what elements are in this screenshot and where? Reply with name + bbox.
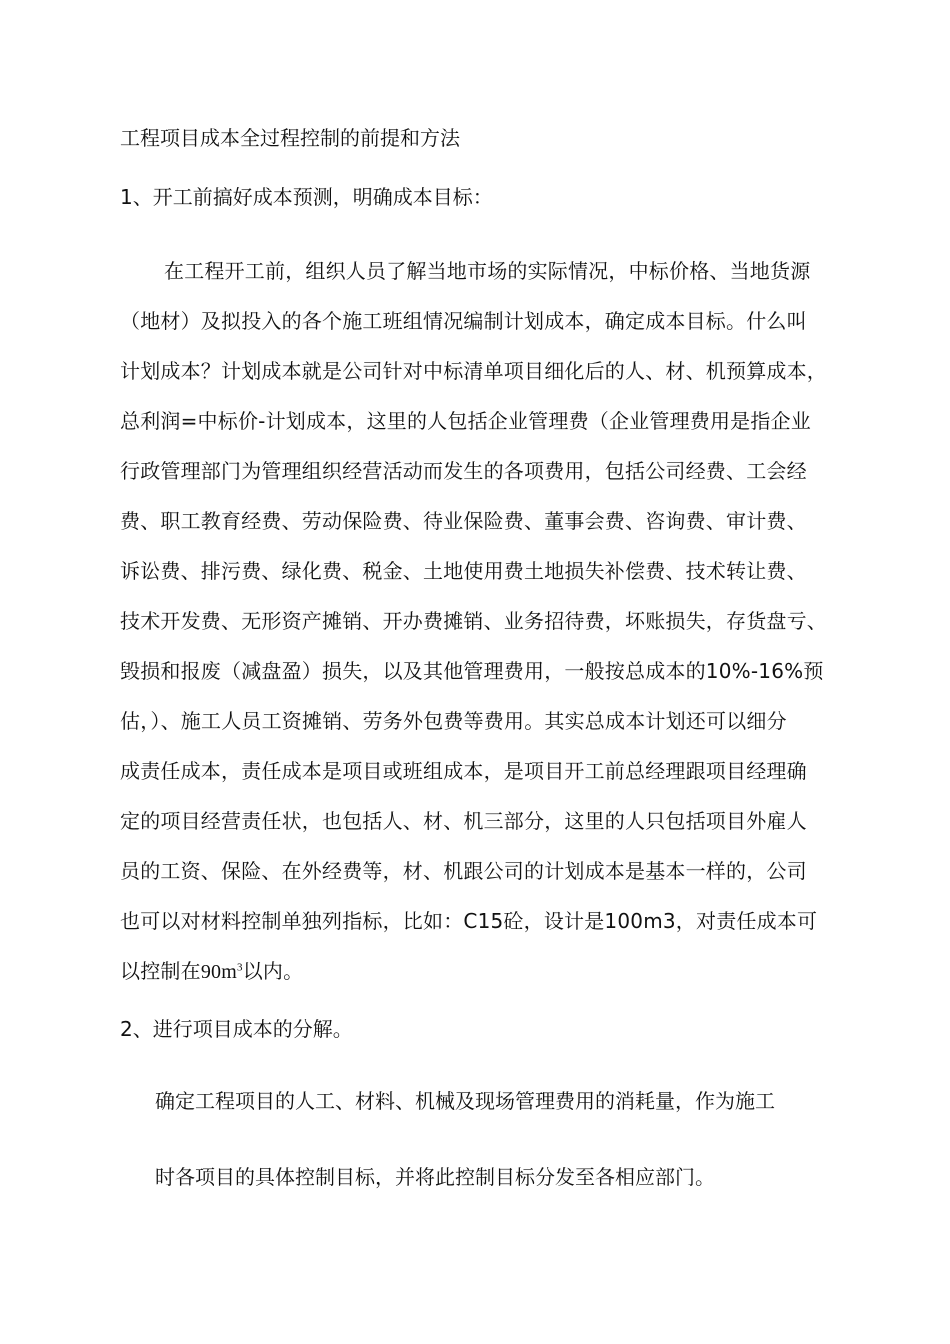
section-2-line-1: 确定工程项目的人工、材料、机械及现场管理费用的消耗量，作为施工 bbox=[155, 1089, 775, 1113]
last-line-suffix: 以内。 bbox=[242, 959, 304, 983]
paragraph-line: 成责任成本，责任成本是项目或班组成本，是项目开工前总经理跟项目经理确 bbox=[120, 759, 807, 783]
paragraph-line: 行政管理部门为管理组织经营活动而发生的各项费用，包括公司经费、工会经 bbox=[120, 459, 807, 483]
paragraph-line: （地材）及拟投入的各个施工班组情况编制计划成本，确定成本目标。什么叫 bbox=[120, 309, 807, 333]
section-2-heading: 2、进行项目成本的分解。 bbox=[120, 1017, 353, 1041]
paragraph-line: 费、职工教育经费、劳动保险费、待业保险费、董事会费、咨询费、审计费、 bbox=[120, 509, 807, 533]
paragraph-line: 估，）、施工人员工资摊销、劳务外包费等费用。其实总成本计划还可以细分 bbox=[120, 709, 787, 733]
section-2-line-2: 时各项目的具体控制目标，并将此控制目标分发至各相应部门。 bbox=[155, 1165, 715, 1189]
paragraph-line: 总利润=中标价-计划成本，这里的人包括企业管理费（企业管理费用是指企业 bbox=[120, 409, 811, 433]
paragraph-line: 在工程开工前，组织人员了解当地市场的实际情况，中标价格、当地货源 bbox=[164, 259, 811, 283]
paragraph-line: 员的工资、保险、在外经费等，材、机跟公司的计划成本是基本一样的，公司 bbox=[120, 859, 807, 883]
section-1-heading: 1、开工前搞好成本预测，明确成本目标： bbox=[120, 185, 493, 209]
paragraph-last-line bbox=[120, 958, 880, 1008]
volume-superscript: 3 bbox=[236, 961, 243, 974]
last-line-prefix: 以控制在 bbox=[120, 959, 201, 983]
paragraph-line: 也可以对材料控制单独列指标，比如：C15砼，设计是100m3，对责任成本可 bbox=[120, 909, 818, 933]
paragraph-line: 毁损和报废（减盘盈）损失，以及其他管理费用，一般按总成本的10%-16%预 bbox=[120, 659, 824, 683]
document-title: 工程项目成本全过程控制的前提和方法 bbox=[120, 126, 460, 150]
paragraph-line: 定的项目经营责任状，也包括人、材、机三部分，这里的人只包括项目外雇人 bbox=[120, 809, 807, 833]
paragraph-line: 计划成本？计划成本就是公司针对中标清单项目细化后的人、材、机预算成本， bbox=[120, 359, 827, 383]
paragraph-line: 技术开发费、无形资产摊销、开办费摊销、业务招待费，坏账损失，存货盘亏、 bbox=[120, 609, 827, 633]
section-1-paragraph bbox=[120, 258, 880, 1008]
paragraph-line: 诉讼费、排污费、绿化费、税金、土地使用费土地损失补偿费、技术转让费、 bbox=[120, 559, 807, 583]
volume-value: 90m bbox=[200, 961, 237, 983]
